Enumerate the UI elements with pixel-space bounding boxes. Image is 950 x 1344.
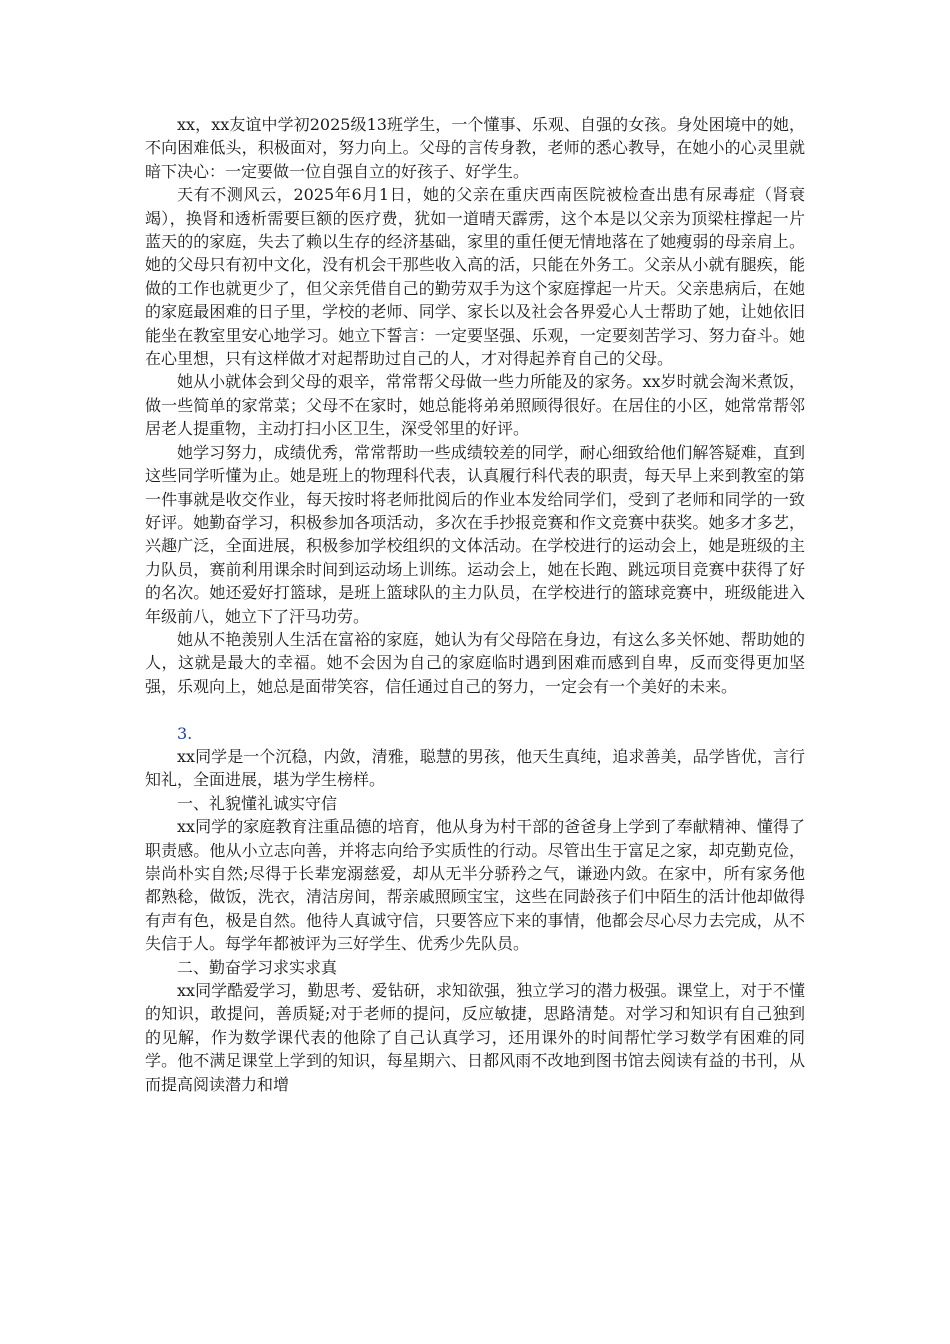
paragraph: 天有不测风云，2025年6月1日，她的父亲在重庆西南医院被检查出患有尿毒症（肾衰竭），换肾和透析需要巨额的医疗费，犹如一道晴天霹雳，这个本是以父亲为顶梁柱撑起一片蓝天的的家庭，失去了赖以生存的经济基础，家里的重任便无情地落在了她瘦弱的母亲肩上。她的父母只有初中文化，没有机会干那些收入高的活，只能在外务工。父亲从小就有腿疾，能做的工作也就更少了，但父亲凭借自己的勤劳双手为这个家庭撑起一片天。父亲患病后，在她的家庭最困难的日子里，学校的老师、同学、家长以及社会各界爱心人士帮助了她，让她依旧能坐在教室里安心地学习。她立下誓言：一定要坚强、乐观，一定要刻苦学习、努力奋斗。她在心里想，只有这样做才对起帮助过自己的人，才对得起养育自己的父母。 <box>145 185 805 369</box>
paragraph: xx，xx友谊中学初2025级13班学生，一个懂事、乐观、自强的女孩。身处困境中的她，不向困难低头，积极面对，努力向上。父母的言传身教，老师的悉心教导，在她小的心灵里就暗下决心：一定要做一位自强自立的好孩子、好学生。 <box>145 115 805 181</box>
section-heading: 一、礼貌懂礼诚实守信 <box>177 793 338 813</box>
section-heading: 二、勤奋学习求实求真 <box>177 957 338 977</box>
paragraph: 她从小就体会到父母的艰辛，常常帮父母做一些力所能及的家务。xx岁时就会淘米煮饭，做一些简单的家常菜；父母不在家时，她总能将弟弟照顾得很好。在居住的小区，她常常帮邻居老人提重物，主动打扫小区卫生，深受邻里的好评。 <box>145 372 805 439</box>
section-number: 3. <box>177 723 193 743</box>
document-body <box>145 113 805 1096</box>
intro-paragraph: xx同学是一个沉稳，内敛，清雅，聪慧的男孩，他天生真纯，追求善美，品学皆优，言行知礼，全面进展，堪为学生榜样。 <box>145 746 805 790</box>
blank-line <box>145 698 805 721</box>
paragraph: xx同学酷爱学习，勤思考、爱钻研，求知欲强，独立学习的潜力极强。课堂上，对于不懂的知识，敢提问，善质疑;对于老师的提问，反应敏捷，思路清楚。对学习和知识有自己独到的见解，作为数学课代表的他除了自己认真学习，还用课外的时间帮忙学习数学有困难的同学。他不满足课堂上学到的知识，每星期六、日都风雨不改地到图书馆去阅读有益的书刊，从而提高阅读潜力和增 <box>145 981 805 1094</box>
paragraph: 她从不艳羡别人生活在富裕的家庭，她认为有父母陪在身边，有这么多关怀她、帮助她的人，这就是最大的幸福。她不会因为自己的家庭临时遇到困难而感到自卑，反而变得更加坚强，乐观向上，她总是面带笑容，信任通过自己的努力，一定会有一个美好的未来。 <box>145 629 805 696</box>
paragraph: xx同学的家庭教育注重品德的培育，他从身为村干部的爸爸身上学到了奉献精神、懂得了职责感。他从小立志向善，并将志向给予实质性的行动。尽管出生于富足之家，却克勤克俭，崇尚朴实自然;尽得于长辈宠溺慈爱，却从无半分骄矜之气，谦逊内敛。在家中，所有家务他都熟稔，做饭，洗衣，清洁房间，帮亲戚照顾宝宝，这些在同龄孩子们中陌生的活计他却做得有声有色，极是自然。他待人真诚守信，只要答应下来的事情，他都会尽心尽力去完成，从不失信于人。每学年都被评为三好学生、优秀少先队员。 <box>145 817 805 954</box>
paragraph: 她学习努力，成绩优秀，常常帮助一些成绩较差的同学，耐心细致给他们解答疑难，直到这些同学听懂为止。她是班上的物理科代表，认真履行科代表的职责，每天早上来到教室的第一件事就是收交作业，每天按时将老师批阅后的作业本发给同学们，受到了老师和同学的一致好评。她勤奋学习，积极参加各项活动，多次在手抄报竞赛和作文竞赛中获奖。她多才多艺，兴趣广泛，全面进展，积极参加学校组织的文体活动。在学校进行的运动会上，她是班级的主力队员，赛前利用课余时间到运动场上训练。运动会上，她在长跑、跳远项目竞赛中获得了好的名次。她还爱好打篮球，是班上篮球队的主力队员，在学校进行的篮球竞赛中，班级能进入年级前八，她立下了汗马功劳。 <box>145 442 805 626</box>
